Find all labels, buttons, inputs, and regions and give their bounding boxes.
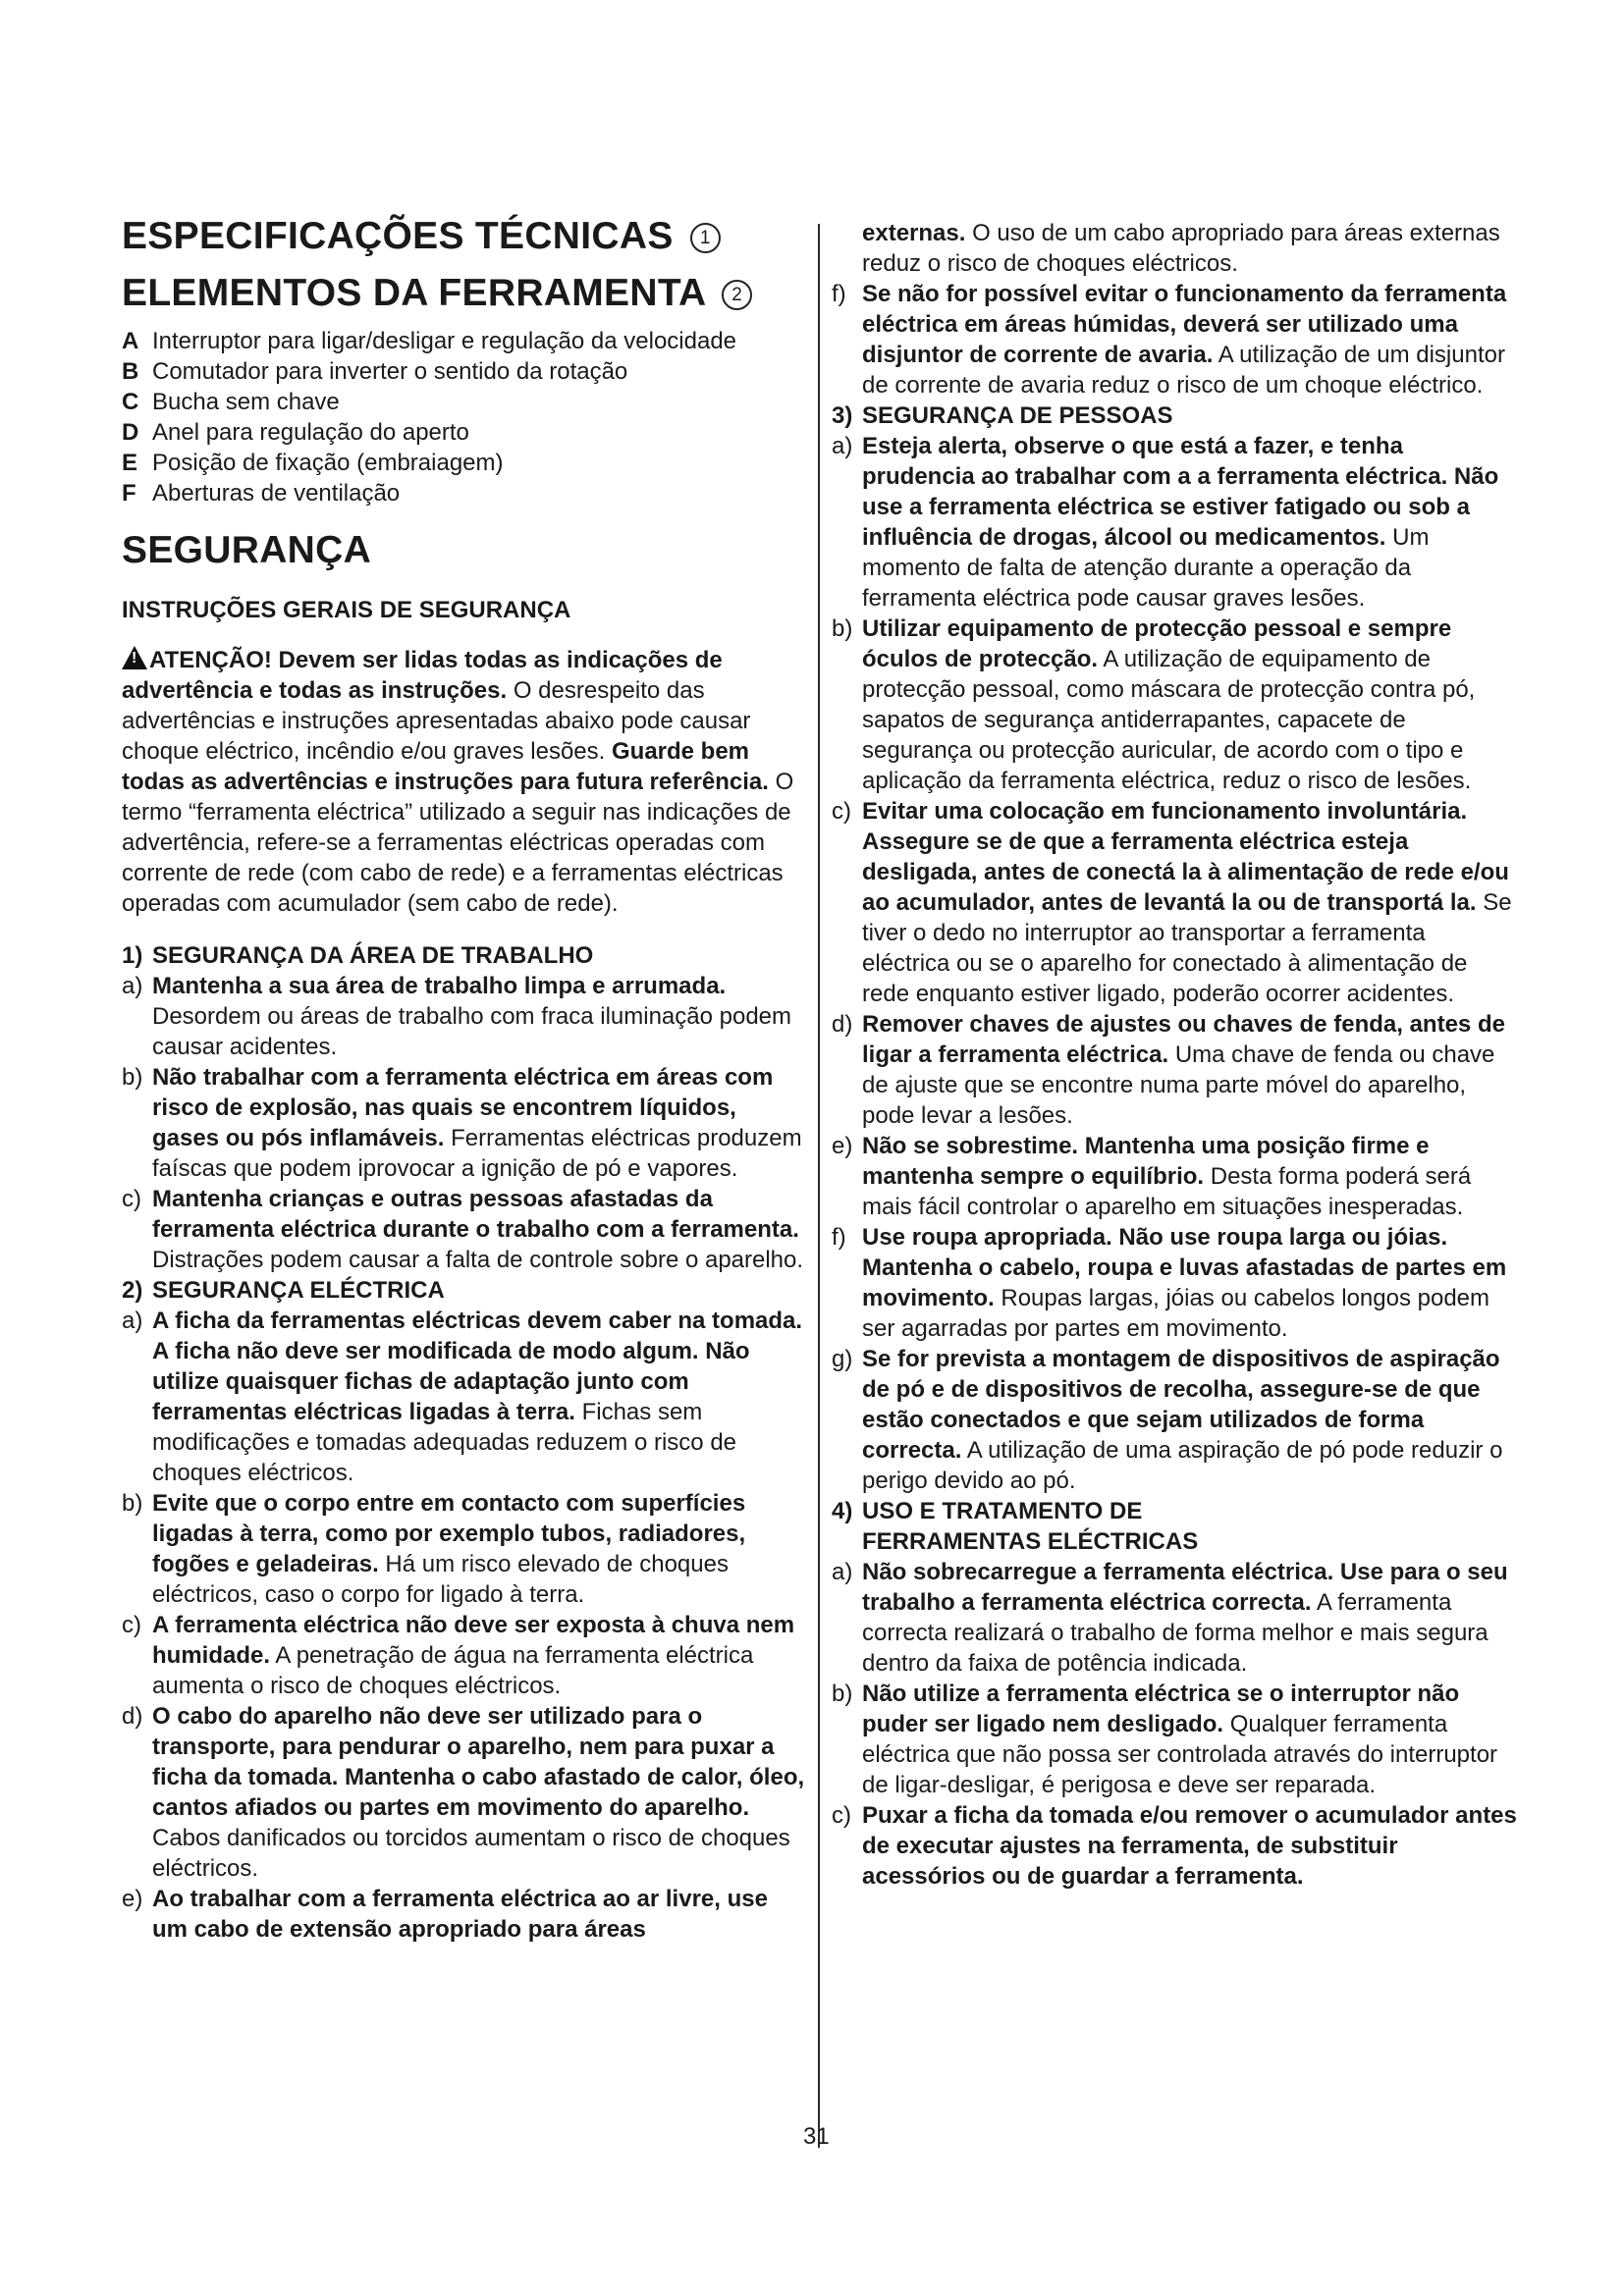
legend-item: A Interruptor para ligar/desligar e regulação da velocidade xyxy=(122,328,737,354)
list-item: a) Esteja alerta, observe o que está a fazer, e tenha prudencia ao trabalhar com a a ferramenta eléctrica. Não use a ferramenta eléctrica se estiver fatigado ou sob a influência de drogas, álcool ou medicamentos. Um momento de falta de atenção durante a operação da ferramenta eléctrica pode causar graves lesões. xyxy=(832,433,1499,612)
list-item: f) Se não for possível evitar o funcionamento da ferramenta eléctrica em áreas húmidas, deverá ser utilizado uma disjuntor de corrente de avaria. A utilização de um disjuntor de corrente de avaria reduz o risco de um choque eléctrico. xyxy=(832,281,1507,399)
list-item: b) Não trabalhar com a ferramenta eléctrica em áreas com risco de explosão, nas quais se encontrem líquidos, gases ou pós inflamáveis. Ferramentas eléctricas produzem faíscas que podem iprovocar a ignição de pó e vapores. xyxy=(122,1064,802,1182)
legend-item: B Comutador para inverter o sentido da rotação xyxy=(122,358,628,385)
section-3-heading: 3) SEGURANÇA DE PESSOAS xyxy=(832,402,1173,429)
warning-triangle-icon xyxy=(122,646,147,669)
list-item: c) Puxar a ficha da tomada e/ou remover o acumulador antes de executar ajustes na ferramenta, de substituir acessórios ou de guardar a ferramenta. xyxy=(832,1802,1517,1890)
legend-item: C Bucha sem chave xyxy=(122,389,340,415)
page-number: 31 xyxy=(803,2123,830,2150)
list-item: c) Evitar uma colocação em funcionamento involuntária. Assegure se de que a ferramenta eléctrica esteja desligada, antes de conectá la à alimentação de rede e/ou ao acumulador, antes de levantá la ou de transportá la. Se tiver o dedo no interruptor ao transportar a ferramenta eléctrica ou se o aparelho for conectado à alimentação de rede enquanto estiver ligado, poderão ocorrer acidentes. xyxy=(832,798,1512,1007)
section-4-heading: 4) USO E TRATAMENTO DE FERRAMENTAS ELÉCTRICAS xyxy=(832,1498,1199,1555)
list-item: b) Utilizar equipamento de protecção pessoal e sempre óculos de protecção. A utilização de equipamento de protecção pessoal, como máscara de protecção contra pó, sapatos de segurança antiderrapantes, capacete de segurança ou protecção auricular, de acordo com o tipo e aplicação da ferramenta eléctrica, reduz o risco de lesões. xyxy=(832,615,1476,794)
section-1-heading: 1) SEGURANÇA DA ÁREA DE TRABALHO xyxy=(122,942,594,969)
figure-ref-1: 1 xyxy=(690,223,721,253)
left-column xyxy=(122,212,809,1945)
legend-item: D Anel para regulação do aperto xyxy=(122,419,469,446)
column-divider xyxy=(818,224,820,2148)
list-item: a) A ficha da ferramentas eléctricas devem caber na tomada. A ficha não deve ser modificada de modo algum. Não utilize quaisquer fichas de adaptação junto com ferramentas eléctricas ligadas à terra. Fichas sem modificações e tomadas adequadas reduzem o risco de choques eléctricos. xyxy=(122,1308,803,1486)
list-item: e) Ao trabalhar com a ferramenta eléctrica ao ar livre, use um cabo de extensão apropriado para áreas xyxy=(122,1886,768,1943)
list-item: d) Remover chaves de ajustes ou chaves de fenda, antes de ligar a ferramenta eléctrica. Uma chave de fenda ou chave de ajuste que se encontre numa parte móvel do aparelho, pode levar a lesões. xyxy=(832,1011,1505,1129)
list-item-continuation: externas. O uso de um cabo apropriado para áreas externas reduz o risco de choques eléctricos. xyxy=(862,220,1500,277)
list-item: d) O cabo do aparelho não deve ser utilizado para o transporte, para pendurar o aparelho, nem para puxar a ficha da tomada. Mantenha o cabo afastado de calor, óleo, cantos afiados ou partes em movimento do aparelho. Cabos danificados ou torcidos aumentam o risco de choques eléctricos. xyxy=(122,1703,805,1882)
right-column xyxy=(832,218,1519,1892)
safety-heading: SEGURANÇA xyxy=(122,529,372,571)
warning-paragraph: !ATENÇÃO! Devem ser lidas todas as indicações de advertência e todas as instruções. O desrespeito das advertências e instruções apresentadas abaixo pode causar choque eléctrico, incêndio e/ou graves lesões. Guarde bem todas as advertências e instruções para futura referência. O termo “ferramenta eléctrica” utilizado a seguir nas indicações de advertência, refere-se a ferramentas eléctricas operadas com corrente de rede (com cabo de rede) e a ferramentas eléctricas operadas com acumulador (sem cabo de rede). xyxy=(122,645,809,919)
list-item: b) Não utilize a ferramenta eléctrica se o interruptor não puder ser ligado nem desligado. Qualquer ferramenta eléctrica que não possa ser controlada através do interruptor de ligar-desligar, é perigosa e deve ser reparada. xyxy=(832,1681,1498,1798)
list-item: g) Se for prevista a montagem de dispositivos de aspiração de pó e de dispositivos de recolha, assegure-se de que estão conectados e que sejam utilizados de forma correcta. A utilização de uma aspiração de pó pode reduzir o perigo devido ao pó. xyxy=(832,1346,1503,1494)
general-safety-heading: INSTRUÇÕES GERAIS DE SEGURANÇA xyxy=(122,597,571,623)
list-item: a) Mantenha a sua área de trabalho limpa e arrumada. Desordem ou áreas de trabalho com fraca iluminação podem causar acidentes. xyxy=(122,973,792,1060)
legend-item: F Aberturas de ventilação xyxy=(122,480,401,507)
list-item: f) Use roupa apropriada. Não use roupa larga ou jóias. Mantenha o cabelo, roupa e luvas afastadas de partes em movimento. Roupas largas, jóias ou cabelos longos podem ser agarradas por partes em movimento. xyxy=(832,1224,1507,1342)
specs-heading: ESPECIFICAÇÕES TÉCNICAS 1 xyxy=(122,212,809,261)
elements-heading: ELEMENTOS DA FERRAMENTA 2 xyxy=(122,269,809,318)
list-item: c) Mantenha crianças e outras pessoas afastadas da ferramenta eléctrica durante o trabalho com a ferramenta. Distrações podem causar a falta de controle sobre o aparelho. xyxy=(122,1186,804,1273)
tool-elements-legend xyxy=(122,326,809,508)
list-item: c) A ferramenta eléctrica não deve ser exposta à chuva nem humidade. A penetração de água na ferramenta eléctrica aumenta o risco de choques eléctricos. xyxy=(122,1612,795,1699)
figure-ref-2: 2 xyxy=(722,280,752,310)
list-item: e) Não se sobrestime. Mantenha uma posição firme e mantenha sempre o equilíbrio. Desta forma poderá será mais fácil controlar o aparelho em situações inesperadas. xyxy=(832,1133,1472,1220)
list-item: a) Não sobrecarregue a ferramenta eléctrica. Use para o seu trabalho a ferramenta eléctrica correcta. A ferramenta correcta realizará o trabalho de forma melhor e mais segura dentro da faixa de potência indicada. xyxy=(832,1559,1508,1677)
section-2-heading: 2) SEGURANÇA ELÉCTRICA xyxy=(122,1277,445,1304)
list-item: b) Evite que o corpo entre em contacto com superfícies ligadas à terra, como por exemplo tubos, radiadores, fogões e geladeiras. Há um risco elevado de choques eléctricos, caso o corpo for ligado à terra. xyxy=(122,1490,746,1608)
legend-item: E Posição de fixação (embraiagem) xyxy=(122,450,504,476)
